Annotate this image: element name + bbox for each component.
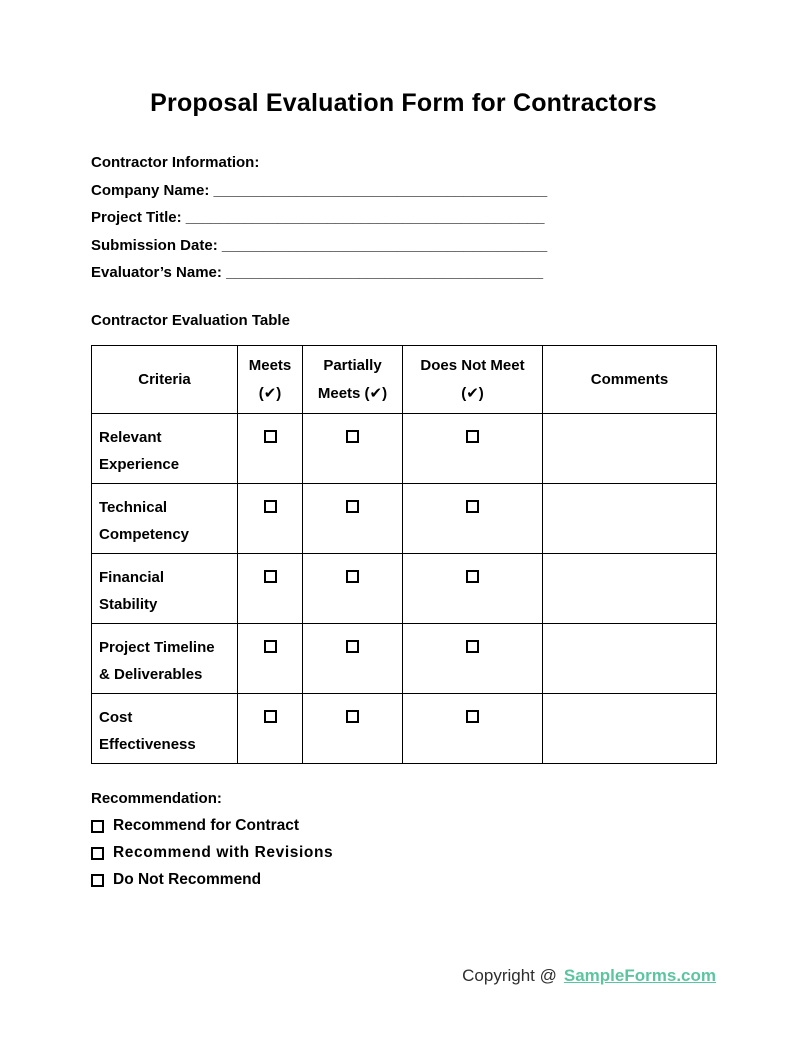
field-label: Evaluator’s Name:: [91, 265, 222, 281]
checkbox-icon[interactable]: [466, 710, 479, 723]
page-title: Proposal Evaluation Form for Contractors: [150, 89, 657, 117]
checkbox-icon[interactable]: [264, 640, 277, 653]
table-row: [92, 694, 717, 764]
comments-cell[interactable]: [543, 624, 717, 694]
checkbox-icon[interactable]: [466, 570, 479, 583]
does-not-meet-cell: [403, 414, 543, 484]
option-do-not-recommend[interactable]: [91, 872, 716, 888]
checkbox-icon[interactable]: [346, 710, 359, 723]
does-not-meet-cell: [403, 554, 543, 624]
option-recommend-for-contract[interactable]: [91, 818, 716, 834]
does-not-meet-cell: [403, 484, 543, 554]
checkbox-icon[interactable]: [264, 430, 277, 443]
option-label: Recommend with Revisions: [113, 844, 334, 861]
table-row: [92, 554, 717, 624]
partially-meets-cell: [303, 554, 403, 624]
field-blank-line[interactable]: ________________________________________: [213, 182, 548, 199]
column-header-partially-meets: Partially Meets (✔): [303, 346, 403, 414]
checkbox-icon[interactable]: [264, 710, 277, 723]
checkbox-icon[interactable]: [264, 500, 277, 513]
checkbox-icon[interactable]: [346, 640, 359, 653]
checkbox-icon[interactable]: [346, 570, 359, 583]
column-header-criteria: Criteria: [92, 346, 238, 414]
comments-cell[interactable]: [543, 694, 717, 764]
criteria-label: Project Timeline & Deliverables: [92, 624, 238, 694]
copyright-text: Copyright @: [462, 966, 557, 985]
option-label: Recommend for Contract: [113, 817, 300, 834]
footer: [462, 966, 716, 986]
checkbox-icon[interactable]: [264, 570, 277, 583]
field-project-title: [91, 210, 716, 226]
table-row: [92, 624, 717, 694]
field-label: Company Name:: [91, 182, 210, 199]
criteria-label: Financial Stability: [92, 554, 238, 624]
table-header-row: [92, 346, 717, 414]
does-not-meet-cell: [403, 624, 543, 694]
partially-meets-cell: [303, 414, 403, 484]
field-label: Project Title:: [91, 210, 182, 226]
field-evaluator-name: [91, 265, 716, 281]
field-submission-date: [91, 238, 716, 254]
comments-cell[interactable]: [543, 414, 717, 484]
checkbox-icon[interactable]: [466, 430, 479, 443]
checkbox-icon[interactable]: [346, 500, 359, 513]
meets-cell: [238, 414, 303, 484]
comments-cell[interactable]: [543, 554, 717, 624]
column-header-meets: Meets (✔): [238, 346, 303, 414]
contractor-info-heading: Contractor Information:: [91, 154, 260, 171]
table-row: [92, 484, 717, 554]
field-company-name: [91, 183, 716, 199]
contractor-info-section: [91, 155, 716, 281]
option-recommend-with-revisions[interactable]: [91, 845, 716, 861]
checkbox-icon[interactable]: [466, 500, 479, 513]
evaluation-table: [91, 345, 717, 764]
meets-cell: [238, 554, 303, 624]
checkbox-icon[interactable]: [91, 820, 104, 833]
criteria-label: Technical Competency: [92, 484, 238, 554]
criteria-label: Cost Effectiveness: [92, 694, 238, 764]
partially-meets-cell: [303, 624, 403, 694]
does-not-meet-cell: [403, 694, 543, 764]
partially-meets-cell: [303, 694, 403, 764]
checkbox-icon[interactable]: [91, 847, 104, 860]
evaluation-table-heading: Contractor Evaluation Table: [91, 312, 290, 329]
meets-cell: [238, 694, 303, 764]
sampleforms-link[interactable]: SampleForms.com: [563, 966, 716, 985]
recommendation-heading: Recommendation:: [91, 790, 222, 807]
column-header-does-not-meet: Does Not Meet (✔): [403, 346, 543, 414]
meets-cell: [238, 624, 303, 694]
meets-cell: [238, 484, 303, 554]
recommendation-section: [91, 791, 716, 888]
criteria-label: Relevant Experience: [92, 414, 238, 484]
checkbox-icon[interactable]: [346, 430, 359, 443]
partially-meets-cell: [303, 484, 403, 554]
column-header-comments: Comments: [543, 346, 717, 414]
checkbox-icon[interactable]: [466, 640, 479, 653]
field-blank-line[interactable]: ______________________________________: [226, 265, 544, 281]
checkbox-icon[interactable]: [91, 874, 104, 887]
option-label: Do Not Recommend: [113, 871, 262, 888]
field-label: Submission Date:: [91, 237, 218, 254]
field-blank-line[interactable]: _______________________________________: [221, 237, 548, 254]
comments-cell[interactable]: [543, 484, 717, 554]
field-blank-line[interactable]: ___________________________________________: [185, 210, 545, 226]
table-row: [92, 414, 717, 484]
